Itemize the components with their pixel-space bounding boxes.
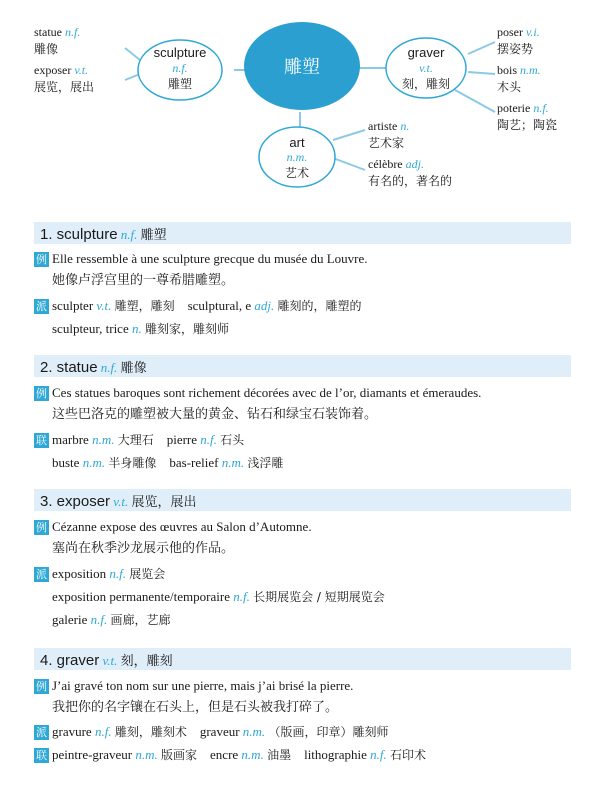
leaf-word: statue (34, 25, 62, 39)
entry-cn: 展览，展出 (131, 495, 197, 510)
entry-pos: v.t. (102, 653, 118, 668)
leaf-word: artiste (368, 119, 398, 133)
derived-pos: n. (131, 321, 142, 336)
related-word: bas-relief (169, 455, 219, 470)
related-word: lithographie (304, 747, 367, 762)
derived-words-line (52, 320, 229, 338)
entry-word: 2. statue (40, 359, 98, 376)
art-bubble-pos: n.m. (286, 150, 308, 164)
leaf-pos: n.m. (520, 63, 541, 77)
related-word: buste (52, 455, 80, 470)
derived-cn: 雕塑，雕刻 (114, 299, 175, 313)
derived-tag: 派 (36, 300, 47, 313)
derived-cn: （版画，印章）雕刻师 (268, 725, 389, 739)
related-pos: n.m. (82, 455, 106, 470)
leaf-cn: 摆姿势 (497, 42, 534, 56)
derived-pos: n.f. (109, 566, 127, 581)
derived-cn: 展览会 (129, 567, 166, 581)
leaf-cn: 陶艺；陶瓷 (497, 118, 558, 132)
example-tag: 例 (36, 680, 47, 693)
derived-pos: n.f. (233, 589, 250, 604)
entry-word: 3. exposer (40, 493, 111, 510)
related-word: marbre (52, 432, 89, 447)
derived-cn: 雕刻的，雕塑的 (277, 299, 362, 313)
entry-word: 4. graver (40, 652, 100, 669)
example-tag: 例 (36, 387, 47, 400)
entry-word: 1. sculpture (40, 226, 118, 243)
related-tag: 联 (36, 749, 47, 762)
leaf-cn: 艺术家 (368, 136, 405, 150)
example-sentence-cn: 我把你的名字镶在石头上，但是石头被我打碎了。 (52, 700, 339, 715)
example-sentence-cn: 塞尚在秋季沙龙展示他的作品。 (52, 541, 235, 556)
center-label: 雕塑 (284, 57, 320, 78)
graver-bubble-word: graver (407, 45, 445, 60)
leaf-pos: n.f. (65, 25, 81, 39)
leaf-word: poser (497, 25, 523, 39)
entry-cn: 雕塑 (140, 228, 167, 243)
leaf-pos: v.i. (526, 25, 540, 39)
entry-header-exposer (34, 489, 571, 511)
entry-cn: 雕像 (120, 361, 147, 376)
entry-header-graver (34, 648, 571, 670)
example-sentence-fr: Elle ressemble à une sculpture grecque du musée du Louvre. (52, 251, 368, 266)
example-sentence-fr: Ces statues baroques sont richement décorées avec de l’or, diamants et émeraudes. (52, 385, 482, 400)
entry-header-statue (34, 355, 571, 377)
leaf-word: bois (497, 63, 518, 77)
related-cn: 浅浮雕 (247, 456, 284, 470)
leaf-statue (34, 24, 80, 58)
related-word: pierre (166, 432, 198, 447)
leaf-pos: v.t. (74, 63, 89, 77)
leaf-exposer (34, 62, 94, 96)
leaf-cn: 木头 (497, 80, 522, 94)
derived-word: graveur (199, 724, 240, 739)
related-pos: n.f. (200, 432, 217, 447)
derived-word: sculpteur, trice (52, 321, 129, 336)
leaf-cn: 展览，展出 (34, 80, 95, 94)
related-tag: 联 (36, 434, 47, 447)
derived-words-line (52, 588, 385, 606)
related-pos: n.m. (241, 747, 264, 762)
entry-pos: n.f. (120, 227, 138, 242)
entry-pos: v.t. (113, 494, 129, 509)
derived-cn: 雕刻，雕刻术 (114, 725, 187, 739)
derived-word: galerie (52, 612, 88, 627)
related-pos: n.m. (135, 747, 158, 762)
derived-word: exposition (52, 566, 107, 581)
derived-words-line (52, 565, 165, 583)
sculpture-bubble-word: sculpture (153, 45, 207, 60)
leaf-word: exposer (34, 63, 72, 77)
derived-pos: n.f. (94, 724, 112, 739)
derived-word: exposition permanente/temporaire (52, 589, 230, 604)
derived-pos: adj. (254, 298, 275, 313)
derived-cn: 画廊，艺廊 (110, 613, 171, 627)
derived-pos: n.m. (242, 724, 266, 739)
art-bubble-word: art (289, 135, 305, 150)
derived-pos: v.t. (96, 298, 112, 313)
leaf-poterie (497, 100, 557, 134)
derived-word: sculpter (52, 298, 94, 313)
art-bubble-cn: 艺术 (284, 166, 310, 180)
leaf-pos: n.f. (533, 101, 549, 115)
related-word: peintre-graveur (52, 747, 133, 762)
example-sentence-cn: 这些巴洛克的雕塑被大量的黄金、钻石和绿宝石装饰着。 (52, 407, 378, 422)
related-pos: n.m. (221, 455, 245, 470)
related-words-line (52, 746, 426, 764)
sculpture-bubble-cn: 雕塑 (167, 77, 193, 91)
related-cn: 半身雕像 (108, 456, 157, 470)
derived-cn: 长期展览会 / 短期展览会 (253, 590, 385, 604)
leaf-artiste (368, 118, 409, 152)
leaf-poser (497, 24, 540, 58)
derived-cn: 雕刻家，雕刻师 (144, 322, 229, 336)
related-cn: 石印术 (390, 748, 427, 762)
entry-cn: 刻，雕刻 (120, 654, 173, 669)
entry-header-sculpture (34, 222, 571, 244)
derived-pos: n.f. (90, 612, 108, 627)
derived-tag: 派 (36, 568, 47, 581)
leaf-word: célèbre (368, 157, 403, 171)
graver-bubble-pos: v.t. (419, 61, 433, 75)
related-cn: 石头 (220, 433, 245, 447)
leaf-bois (497, 62, 541, 96)
related-cn: 油墨 (267, 748, 292, 762)
entry-pos: n.f. (100, 360, 118, 375)
leaf-pos: adj. (405, 157, 424, 171)
leaf-word: poterie (497, 101, 531, 115)
leaf-pos: n. (400, 119, 410, 133)
related-pos: n.m. (92, 432, 115, 447)
related-pos: n.f. (370, 747, 387, 762)
related-words-line (52, 431, 244, 449)
derived-words-line (52, 723, 388, 741)
derived-words-line (52, 611, 171, 629)
graver-bubble-cn: 刻，雕刻 (401, 77, 451, 91)
leaf-celebre (368, 156, 452, 190)
related-word: encre (210, 747, 239, 762)
leaf-cn: 有名的，著名的 (368, 174, 453, 188)
related-cn: 大理石 (117, 433, 154, 447)
example-tag: 例 (36, 521, 47, 534)
example-sentence-fr: Cézanne expose des œuvres au Salon d’Automne. (52, 519, 312, 534)
related-cn: 版画家 (161, 748, 198, 762)
example-sentence-fr: J’ai gravé ton nom sur une pierre, mais j’ai brisé la pierre. (52, 678, 354, 693)
example-tag: 例 (36, 253, 47, 266)
example-sentence-cn: 她像卢浮宫里的一尊希腊雕塑。 (52, 273, 235, 288)
derived-tag: 派 (36, 726, 47, 739)
related-words-line (52, 454, 283, 472)
sculpture-bubble-pos: n.f. (172, 61, 188, 75)
leaf-cn: 雕像 (34, 42, 59, 56)
derived-word: gravure (52, 724, 92, 739)
derived-words-line (52, 297, 362, 315)
derived-word: sculptural, e (187, 298, 252, 313)
